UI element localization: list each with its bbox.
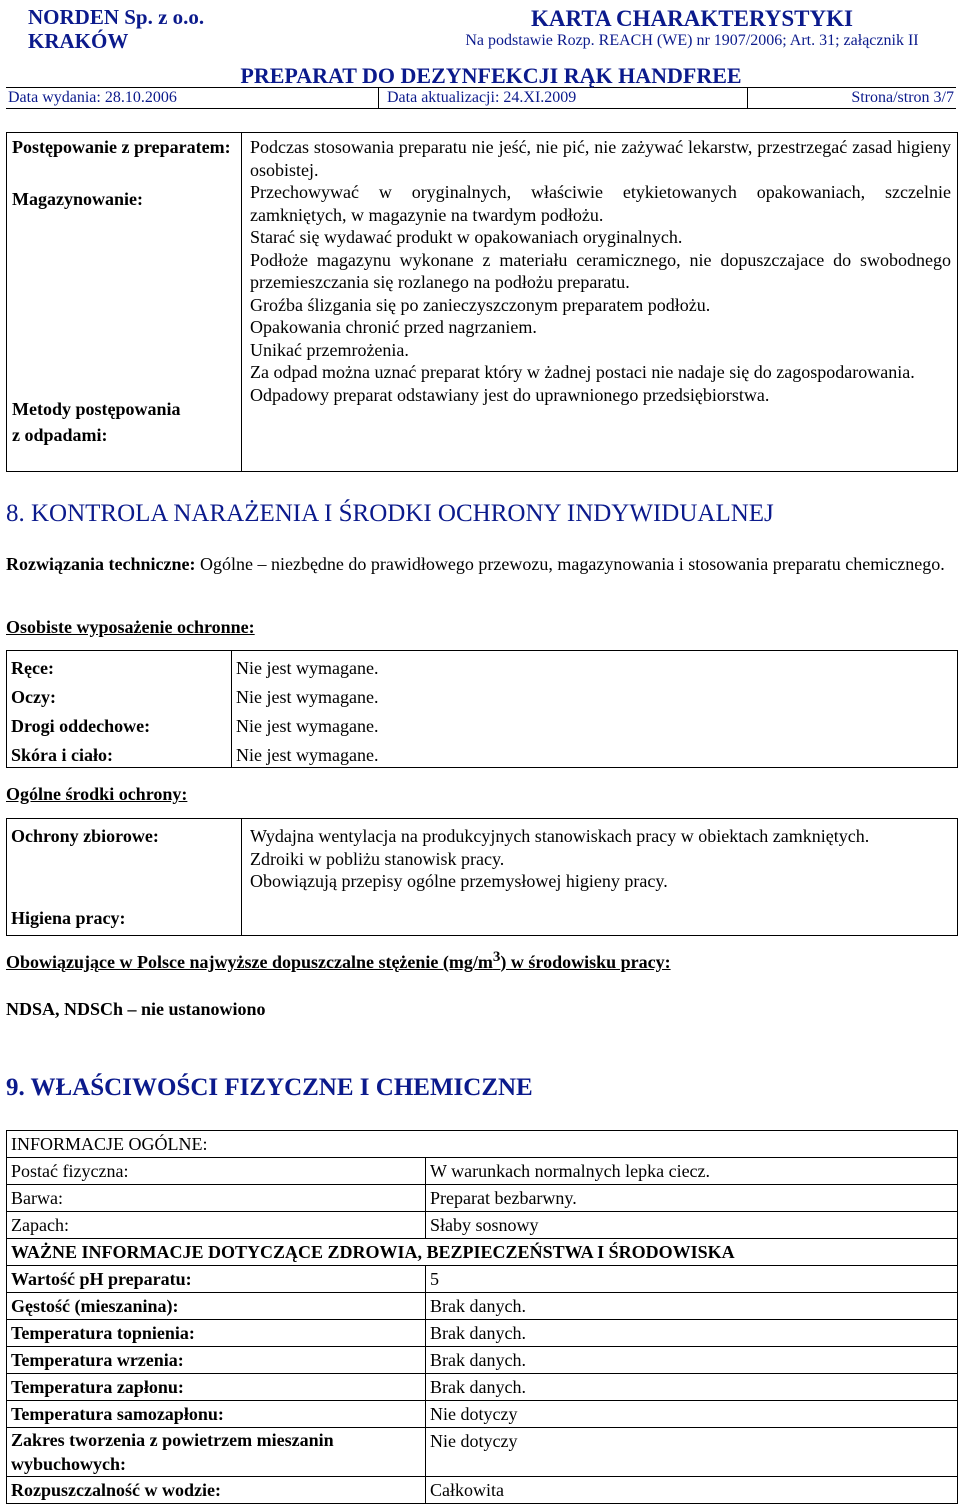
value-hands: Nie jest wymagane. xyxy=(236,658,379,678)
storage-text: Unikać przemrożenia. xyxy=(250,339,409,360)
tech-label: Rozwiązania techniczne: xyxy=(6,554,196,574)
section-9-heading: 9. WŁAŚCIWOŚCI FIZYCZNE I CHEMICZNE xyxy=(6,1074,533,1101)
property-value: Nie dotyczy xyxy=(426,1428,958,1477)
important-info-header: WAŻNE INFORMACJE DOTYCZĄCE ZDROWIA, BEZPIECZEŃSTWA I ŚRODOWISKA xyxy=(7,1239,958,1266)
page-number: Strona/stron 3/7 xyxy=(851,89,954,107)
label-hands: Ręce: xyxy=(11,658,54,678)
property-label: Postać fizyczna: xyxy=(7,1158,426,1185)
tech-text: Ogólne – niezbędne do prawidłowego przewozu, magazynowania i stosowania preparatu chemicznego. xyxy=(199,554,945,574)
value-eyes: Nie jest wymagane. xyxy=(236,687,379,707)
property-value: Słaby sosnowy xyxy=(426,1212,958,1239)
label-disposal-2: z odpadami: xyxy=(12,425,108,445)
property-label: Zapach: xyxy=(7,1212,426,1239)
property-value: W warunkach normalnych lepka ciecz. xyxy=(426,1158,958,1185)
property-label: Temperatura samozapłonu: xyxy=(7,1401,426,1428)
label-skin: Skóra i ciało: xyxy=(11,745,113,765)
property-label: Gęstość (mieszanina): xyxy=(7,1293,426,1320)
storage-text: Starać się wydawać produkt w opakowaniach oryginalnych. xyxy=(250,227,683,247)
table-row xyxy=(7,1320,958,1347)
label-eyes: Oczy: xyxy=(11,687,56,707)
doc-basis: Na podstawie Rozp. REACH (WE) nr 1907/2006; Art. 31; załącznik II xyxy=(465,32,919,50)
general-info-header: INFORMACJE OGÓLNE: xyxy=(7,1131,958,1158)
value-skin: Nie jest wymagane. xyxy=(236,745,379,765)
property-value: Brak danych. xyxy=(426,1347,958,1374)
collective-text: Zdroiki w pobliżu stanowisk pracy. xyxy=(250,848,505,869)
update-date: Data aktualizacji: 24.XI.2009 xyxy=(379,88,748,108)
handling-table xyxy=(6,132,958,472)
property-value: Brak danych. xyxy=(426,1374,958,1401)
product-name: PREPARAT DO DEZYNFEKCJI RĄK HANDFREE xyxy=(240,63,742,88)
section-8-heading: 8. KONTROLA NARAŻENIA I ŚRODKI OCHRONY INDYWIDUALNEJ xyxy=(6,500,774,527)
limits-sup: 3 xyxy=(492,949,501,965)
general-protection-table xyxy=(6,818,958,936)
table-row xyxy=(7,1131,958,1158)
table-row xyxy=(7,1293,958,1320)
label-disposal-1: Metody postępowania xyxy=(12,399,181,419)
technical-solutions xyxy=(6,553,958,576)
personal-labels xyxy=(7,651,232,767)
general-labels xyxy=(7,819,242,935)
property-value: Preparat bezbarwny. xyxy=(426,1185,958,1212)
general-values xyxy=(242,819,957,935)
table-row xyxy=(7,1266,958,1293)
label-respiratory: Drogi oddechowe: xyxy=(11,716,151,736)
property-value: Brak danych. xyxy=(426,1293,958,1320)
storage-text: Groźba ślizgania się po zanieczyszczonym preparatem podłożu. xyxy=(250,294,711,315)
label-collective: Ochrony zbiorowe: xyxy=(11,826,159,846)
property-label: Zakres tworzenia z powietrzem mieszanin wybuchowych: xyxy=(7,1428,426,1477)
property-label: Barwa: xyxy=(7,1185,426,1212)
collective-text: Wydajna wentylacja na produkcyjnych stanowiskach pracy w obiektach zamkniętych. xyxy=(250,826,870,846)
storage-text: Opakowania chronić przed nagrzaniem. xyxy=(250,317,537,337)
company-name: NORDEN Sp. z o.o. xyxy=(28,5,205,29)
personal-protection-table xyxy=(6,650,958,768)
value-respiratory: Nie jest wymagane. xyxy=(236,716,379,736)
property-value: Całkowita xyxy=(426,1477,958,1504)
company-city: KRAKÓW xyxy=(28,28,129,53)
table-row xyxy=(7,1401,958,1428)
label-handling: Postępowanie z preparatem: xyxy=(12,137,231,157)
handling-content xyxy=(242,133,957,471)
property-label: Temperatura wrzenia: xyxy=(7,1347,426,1374)
general-protection-label: Ogólne środki ochrony: xyxy=(6,784,188,804)
doc-title-block xyxy=(428,6,956,66)
exposure-limits-label xyxy=(6,948,671,974)
property-value: Brak danych. xyxy=(426,1320,958,1347)
property-label: Temperatura topnienia: xyxy=(7,1320,426,1347)
label-storage: Magazynowanie: xyxy=(12,189,143,209)
storage-text: Przechowywać w oryginalnych, właściwie etykietowanych opakowaniach, szczelnie zamkniętych, w magazynie na twardym podłożu. xyxy=(250,182,951,225)
limits-label-b: ) w środowisku pracy: xyxy=(500,952,671,972)
doc-title: KARTA CHARAKTERYSTYKI xyxy=(531,6,853,31)
table-row xyxy=(7,1212,958,1239)
handling-labels xyxy=(7,133,242,471)
disposal-text: Odpadowy preparat odstawiany jest do uprawnionego przedsiębiorstwa. xyxy=(250,384,770,405)
table-row xyxy=(7,1347,958,1374)
table-row xyxy=(7,1239,958,1266)
property-label: Rozpuszczalność w wodzie: xyxy=(7,1477,426,1504)
table-row xyxy=(7,1374,958,1401)
property-label: Wartość pH preparatu: xyxy=(7,1266,426,1293)
disposal-text: Za odpad można uznać preparat który w żadnej postaci nie nadaje się do zagospodarowania. xyxy=(250,362,915,382)
table-row xyxy=(7,1428,958,1477)
date-bar xyxy=(6,87,956,109)
table-row xyxy=(7,1158,958,1185)
company-block xyxy=(6,6,428,66)
property-value: Nie dotyczy xyxy=(426,1401,958,1428)
property-label: Temperatura zapłonu: xyxy=(7,1374,426,1401)
hygiene-text: Obowiązują przepisy ogólne przemysłowej higieny pracy. xyxy=(250,871,668,891)
storage-text: Podłoże magazynu wykonane z materiału ceramicznego, nie dopuszczajace do swobodnego przemieszczania się rozlanego na podłożu preparatu. xyxy=(250,249,951,292)
limits-label-a: Obowiązujące w Polsce najwyższe dopuszczalne stężenie (mg/m xyxy=(6,952,493,972)
exposure-limits-value: NDSA, NDSCh – nie ustanowiono xyxy=(6,999,266,1019)
handling-text: Podczas stosowania preparatu nie jeść, nie pić, nie zażywać lekarstw, przestrzegać zasad higieny osobistej. xyxy=(250,137,951,180)
personal-protection-label: Osobiste wyposażenie ochronne: xyxy=(6,617,255,637)
table-row xyxy=(7,1185,958,1212)
personal-values xyxy=(232,651,957,767)
property-value: 5 xyxy=(426,1266,958,1293)
table-row xyxy=(7,1477,958,1504)
issue-date: Data wydania: 28.10.2006 xyxy=(6,88,379,108)
label-hygiene: Higiena pracy: xyxy=(11,908,126,928)
document-header xyxy=(6,6,956,109)
properties-table xyxy=(6,1130,958,1504)
